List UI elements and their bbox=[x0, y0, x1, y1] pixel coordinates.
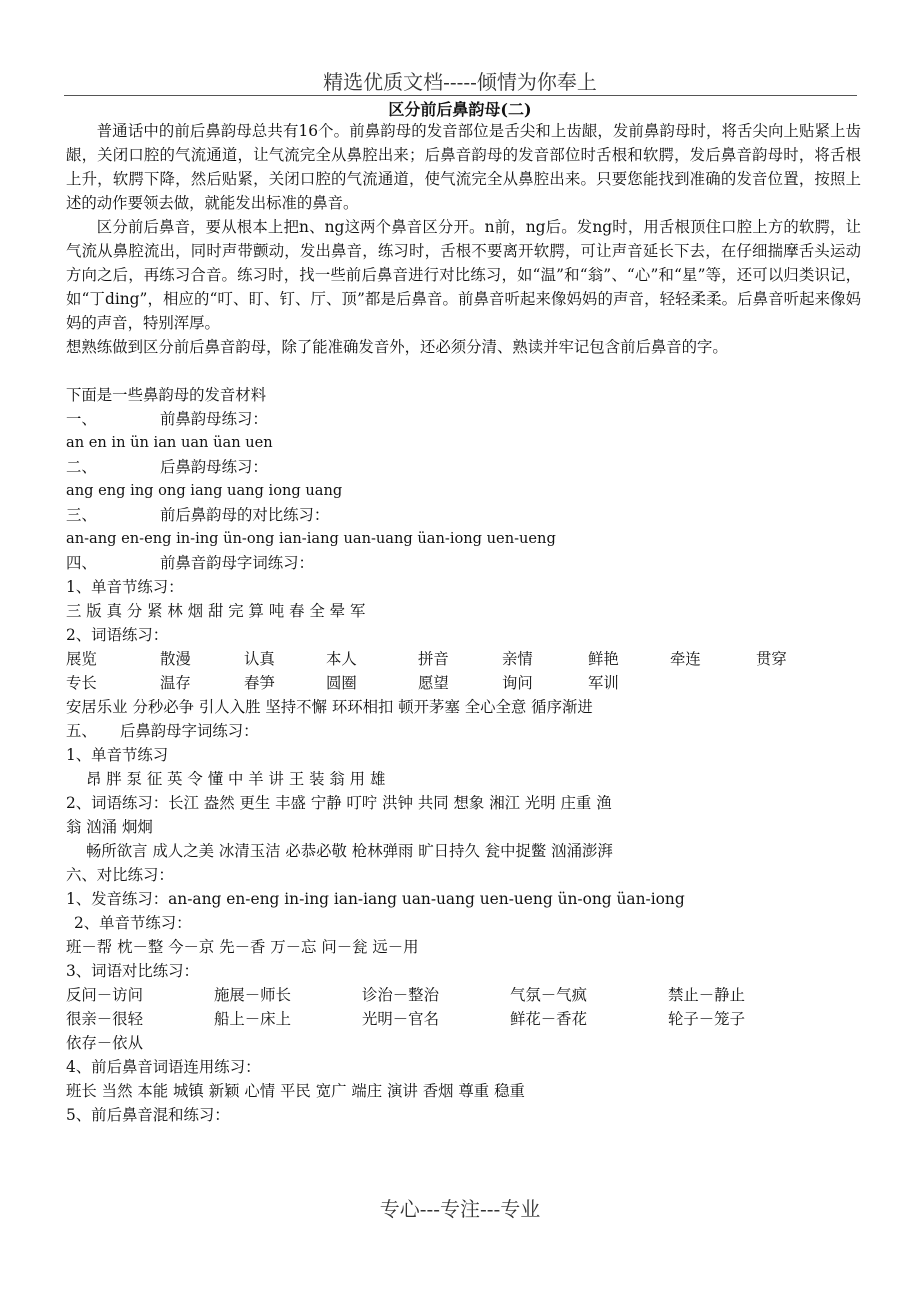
word-pair: 船上－床上 bbox=[214, 1010, 291, 1028]
word-item: 展览 bbox=[66, 650, 97, 668]
section-2-label: 后鼻韵母练习： bbox=[160, 458, 268, 476]
word-pair: 禁止－静止 bbox=[668, 986, 745, 1004]
section-6-pairs-row-1 bbox=[66, 983, 861, 1007]
paragraph-1: 普通话中的前后鼻韵母总共有16个。前鼻韵母的发音部位是舌尖和上齿龈，发前鼻韵母时，将舌尖向上贴紧上齿龈，关闭口腔的气流通道，让气流完全从鼻腔出来；后鼻音韵母的发音部位时舌根和软腭，发后鼻音韵母时，将舌根上升，软腭下降，然后贴紧，关闭口腔的气流通道，使气流完全从鼻腔出来。只要您能找到准确的发音位置，按照上述的动作要领去做，就能发出标准的鼻音。 bbox=[66, 122, 861, 212]
section-5-label: 后鼻韵母字词练习： bbox=[120, 722, 259, 740]
document-title: 区分前后鼻韵母(二) bbox=[388, 100, 532, 119]
word-item: 亲情 bbox=[502, 650, 533, 668]
section-1-number: 一、 bbox=[66, 410, 97, 428]
document-body bbox=[66, 119, 861, 1127]
word-pair: 气氛－气疯 bbox=[510, 986, 587, 1004]
word-item: 鲜艳 bbox=[588, 650, 619, 668]
section-5-chars: 昂 胖 泵 征 英 令 懂 中 羊 讲 王 装 翁 用 雄 bbox=[86, 770, 386, 788]
word-item: 贯穿 bbox=[756, 650, 787, 668]
section-6-pairs-row-2 bbox=[66, 1007, 861, 1031]
paragraph-3: 想熟练做到区分前后鼻音韵母，除了能准确发音外，还必须分清、熟读并牢记包含前后鼻音的字。 bbox=[66, 338, 728, 356]
section-2-items: ang eng ing ong iang uang iong uang bbox=[66, 482, 343, 499]
section-5-number: 五、 bbox=[66, 722, 97, 740]
word-pair: 诊治－整治 bbox=[362, 986, 439, 1004]
section-4-heading bbox=[66, 551, 861, 575]
section-1-items: an en in ün ian uan üan uen bbox=[66, 434, 273, 451]
materials-intro: 下面是一些鼻韵母的发音材料 bbox=[66, 386, 267, 404]
section-6-sub-2: 2、单音节练习： bbox=[74, 914, 192, 932]
section-3-heading bbox=[66, 503, 861, 527]
section-4-idioms: 安居乐业 分秒必争 引人入胜 坚持不懈 环环相扣 顿开茅塞 全心全意 循序渐进 bbox=[66, 698, 593, 716]
section-4-chars: 三 版 真 分 紧 林 烟 甜 完 算 吨 春 全 晕 军 bbox=[66, 602, 366, 620]
section-5-sub-1: 1、单音节练习 bbox=[66, 746, 169, 764]
section-1-label: 前鼻韵母练习： bbox=[160, 410, 268, 428]
word-item: 温存 bbox=[160, 674, 191, 692]
section-6-sub-3: 3、词语对比练习： bbox=[66, 962, 199, 980]
word-item: 本人 bbox=[326, 650, 357, 668]
section-3-label: 前后鼻韵母的对比练习： bbox=[160, 506, 330, 524]
section-6-sub-1: 1、发音练习：an-ang en-eng in-ing ian-iang uan-uang uen-ueng ün-ong üan-iong bbox=[66, 890, 685, 908]
word-pair: 鲜花－香花 bbox=[510, 1010, 587, 1028]
section-4-words-row-1 bbox=[66, 647, 861, 671]
paragraph-2: 区分前后鼻音，要从根本上把n、ng这两个鼻音区分开。n前，ng后。发ng时，用舌根顶住口腔上方的软腭，让气流从鼻腔流出，同时声带颤动，发出鼻音，练习时，舌根不要离开软腭，可让声音延长下去，在仔细揣摩舌头运动方向之后，再练习合音。练习时，找一些前后鼻音进行对比练习，如“温”和“翁”、“心”和“星”等，还可以归类识记，如“丁ding”，相应的“叮、盯、钉、厅、顶”都是后鼻音。前鼻音听起来像妈妈的声音，轻轻柔柔。后鼻音听起来像妈妈的声音，特别浑厚。 bbox=[66, 218, 861, 332]
section-2-number: 二、 bbox=[66, 458, 97, 476]
word-item: 认真 bbox=[244, 650, 275, 668]
section-3-items: an-ang en-eng in-ing ün-ong ian-iang uan-uang üan-iong uen-ueng bbox=[66, 530, 556, 547]
spacer bbox=[66, 359, 861, 383]
section-4-sub-2: 2、词语练习： bbox=[66, 626, 169, 644]
section-6-pairs: 班－帮 枕－整 今－京 先－香 万－忘 问－瓮 远－用 bbox=[66, 938, 419, 956]
page-header: 精选优质文档-----倾情为你奉上 bbox=[323, 70, 597, 94]
word-pair: 很亲－很轻 bbox=[66, 1010, 143, 1028]
word-item: 军训 bbox=[588, 674, 619, 692]
section-2-heading bbox=[66, 455, 861, 479]
section-4-words-row-2 bbox=[66, 671, 861, 695]
section-6-sub-4: 4、前后鼻音词语连用练习： bbox=[66, 1058, 261, 1076]
word-pair: 轮子－笼子 bbox=[668, 1010, 745, 1028]
section-1-heading bbox=[66, 407, 861, 431]
header-divider bbox=[64, 95, 857, 96]
section-6-heading: 六、对比练习： bbox=[66, 866, 174, 884]
word-item: 专长 bbox=[66, 674, 97, 692]
word-pair: 施展－师长 bbox=[214, 986, 291, 1004]
word-item: 询问 bbox=[502, 674, 533, 692]
word-pair: 光明－官名 bbox=[362, 1010, 439, 1028]
page-footer: 专心---专注---专业 bbox=[379, 1197, 541, 1221]
word-pair: 反问－访问 bbox=[66, 986, 143, 1004]
word-item: 牵连 bbox=[670, 650, 701, 668]
section-5-sub-2: 2、词语练习：长江 盎然 更生 丰盛 宁静 叮咛 洪钟 共同 想象 湘江 光明 庄重 渔 bbox=[66, 794, 612, 812]
word-item: 拼音 bbox=[418, 650, 449, 668]
section-4-sub-1: 1、单音节练习： bbox=[66, 578, 184, 596]
section-6-pairs-row-3: 依存－依从 bbox=[66, 1034, 143, 1052]
word-item: 圆圈 bbox=[326, 674, 357, 692]
section-4-number: 四、 bbox=[66, 554, 97, 572]
word-item: 愿望 bbox=[418, 674, 449, 692]
word-item: 春笋 bbox=[244, 674, 275, 692]
section-5-sub-2-cont: 翁 汹涌 炯炯 bbox=[66, 818, 153, 836]
section-5-heading bbox=[66, 719, 861, 743]
section-6-combined-words: 班长 当然 本能 城镇 新颖 心情 平民 宽广 端庄 演讲 香烟 尊重 稳重 bbox=[66, 1082, 525, 1100]
section-3-number: 三、 bbox=[66, 506, 97, 524]
word-item: 散漫 bbox=[160, 650, 191, 668]
section-5-idioms: 畅所欲言 成人之美 冰清玉洁 必恭必敬 枪林弹雨 旷日持久 瓮中捉鳖 汹涌澎湃 bbox=[86, 842, 613, 860]
section-6-sub-5: 5、前后鼻音混和练习： bbox=[66, 1106, 230, 1124]
section-4-label: 前鼻音韵母字词练习： bbox=[160, 554, 314, 572]
